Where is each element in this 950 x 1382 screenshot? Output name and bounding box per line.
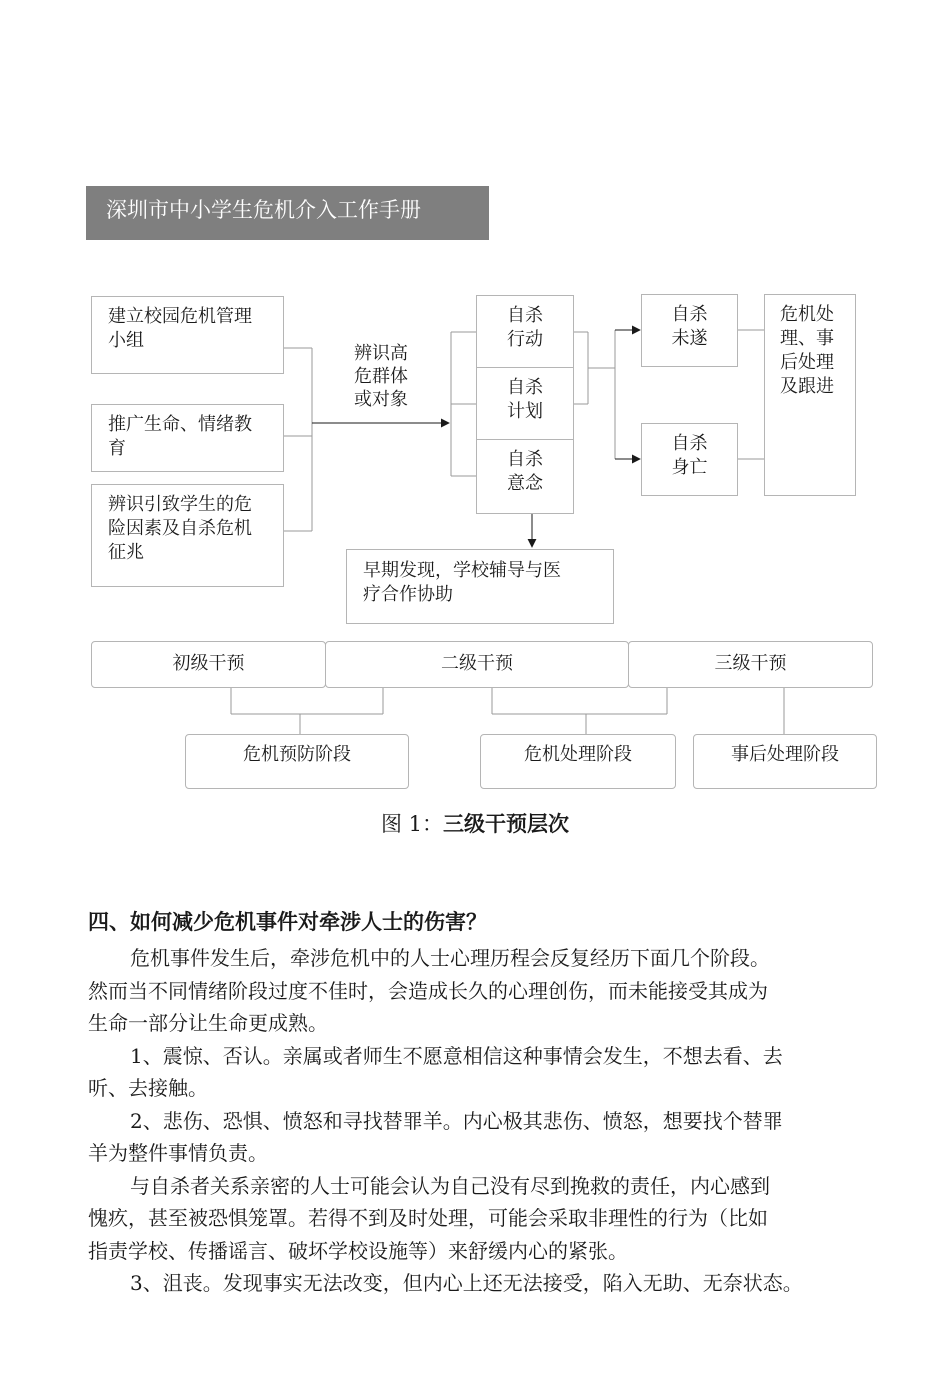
paragraph: 3、沮丧。发现事实无法改变，但内心上还无法接受，陷入无助、无奈状态。: [130, 1271, 803, 1295]
outcome-box-death: 自杀 身亡: [641, 423, 738, 496]
level-primary-intervention: 初级干预: [91, 641, 326, 688]
paragraph: 2、悲伤、恐惧、愤怒和寻找替罪羊。内心极其悲伤、愤怒，想要找个替罪 羊为整件事情负责。: [88, 1108, 783, 1165]
left-box-crisis-team: 建立校园危机管理 小组: [91, 296, 284, 374]
paragraph: 危机事件发生后，牵涉危机中的人士心理历程会反复经历下面几个阶段。 然而当不同情绪阶段过度不佳时，会造成长久的心理创伤，而未能接受其成为 生命一部分让生命更成熟。: [88, 946, 770, 1035]
stage-box-suicide-action: 自杀 行动: [476, 295, 574, 368]
figure-caption-title: 三级干预层次: [443, 811, 570, 836]
figure-caption-prefix: 图 1：: [380, 812, 444, 836]
stage-box-suicide-plan: 自杀 计划: [476, 367, 574, 440]
stage-box-suicide-ideation: 自杀 意念: [476, 439, 574, 514]
level-secondary-intervention: 二级干预: [325, 641, 629, 688]
identify-high-risk-label: 辨识高 危群体 或对象: [354, 343, 408, 410]
section-body: [88, 942, 888, 1300]
outcome-box-attempt: 自杀 未遂: [641, 294, 738, 367]
left-box-life-education: 推广生命、情绪教 育: [91, 404, 284, 472]
manual-title-banner: 深圳市中小学生危机介入工作手册: [86, 186, 489, 240]
figure-caption: [0, 808, 950, 838]
followup-box: 危机处 理、事 后处理 及跟进: [764, 294, 856, 496]
left-box-risk-factors: 辨识引致学生的危 险因素及自杀危机 征兆: [91, 484, 284, 587]
paragraph: 1、震惊、否认。亲属或者师生不愿意相信这种事情会发生，不想去看、去 听、去接触。: [88, 1043, 783, 1100]
paragraph: 与自杀者关系亲密的人士可能会认为自己没有尽到挽救的责任，内心感到 愧疚，甚至被恐惧笼罩。若得不到及时处理，可能会采取非理性的行为（比如 指责学校、传播谣言、破坏学校设施等）来舒缓内心的紧张。: [88, 1173, 770, 1263]
early-detection-box: 早期发现，学校辅导与医 疗合作协助: [346, 549, 614, 624]
phase-prevention: 危机预防阶段: [185, 734, 409, 789]
phase-post-event: 事后处理阶段: [693, 734, 877, 789]
section-heading: 四、如何减少危机事件对牵涉人士的伤害？: [88, 909, 487, 934]
level-tertiary-intervention: 三级干预: [628, 641, 873, 688]
phase-crisis-handling: 危机处理阶段: [480, 734, 676, 789]
